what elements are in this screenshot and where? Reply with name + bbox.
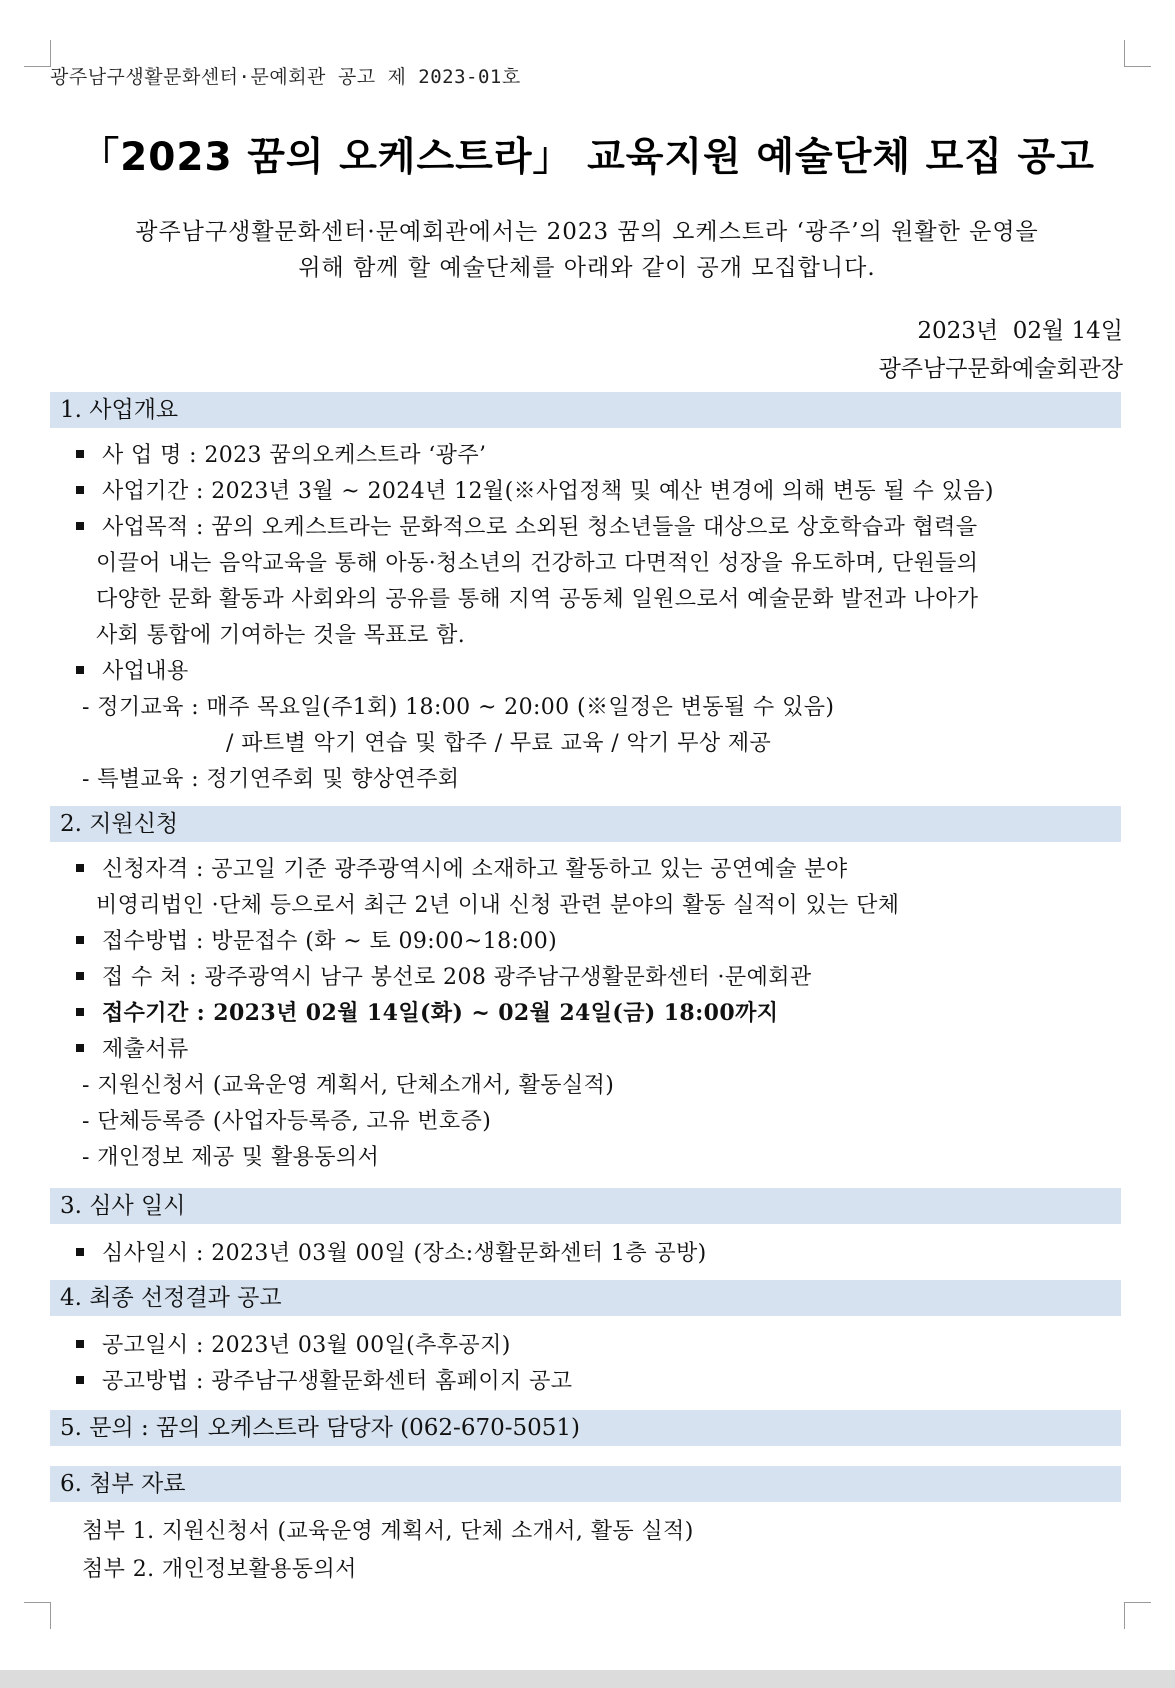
bullet-icon	[76, 936, 84, 944]
section-2-heading: 2. 지원신청	[50, 806, 1121, 842]
list-item: 심사일시 : 2023년 03월 00일 (장소:생활문화센터 1층 공방)	[76, 1236, 707, 1267]
intro-line-2: 위해 함께 할 예술단체를 아래와 같이 공개 모집합니다.	[298, 255, 876, 281]
purpose-continuation: 다양한 문화 활동과 사회와의 공유를 통해 지역 공동체 일원으로서 예술문화 발전과 나아가	[96, 587, 979, 612]
purpose-continuation: 사회 통합에 기여하는 것을 목표로 함.	[96, 623, 466, 648]
intro-line-1: 광주남구생활문화센터·문예회관에서는 2023 꿈의 오케스트라 ‘광주’의 원활한 운영을	[135, 219, 1039, 245]
bullet-icon	[76, 1376, 84, 1384]
bullet-icon	[76, 486, 84, 494]
list-item: 사업내용	[76, 654, 189, 685]
sub-item: - 정기교육 : 매주 목요일(주1회) 18:00 ~ 20:00 (※일정은 변동될 수 있음)	[82, 695, 835, 720]
list-item: 접수기간 : 2023년 02월 14일(화) ~ 02월 24일(금) 18:00까지	[76, 996, 778, 1027]
attachment-item: 첨부 1. 지원신청서 (교육운영 계획서, 단체 소개서, 활동 실적)	[82, 1519, 694, 1544]
section-5-heading: 5. 문의 : 꿈의 오케스트라 담당자 (062-670-5051)	[50, 1410, 1121, 1446]
bullet-icon	[76, 864, 84, 872]
list-item: 제출서류	[76, 1032, 189, 1063]
bullet-icon	[76, 972, 84, 980]
sub-item: - 지원신청서 (교육운영 계획서, 단체소개서, 활동실적)	[82, 1073, 615, 1098]
viewer-bottom-bar	[0, 1670, 1175, 1688]
page-title: 「2023 꿈의 오케스트라」 교육지원 예술단체 모집 공고	[80, 135, 1095, 180]
list-item: 접 수 처 : 광주광역시 남구 봉선로 208 광주남구생활문화센터 ·문예회관	[76, 960, 812, 991]
bullet-icon	[76, 1340, 84, 1348]
bullet-icon	[76, 1248, 84, 1256]
list-item: 사업기간 : 2023년 3월 ~ 2024년 12월(※사업정책 및 예산 변경에 의해 변동 될 수 있음)	[76, 474, 994, 505]
issuer: 광주남구문화예술회관장	[878, 356, 1123, 382]
bullet-icon	[76, 1008, 84, 1016]
bullet-icon	[76, 1044, 84, 1052]
qualification-continuation: 비영리법인 ·단체 등으로서 최근 2년 이내 신청 관련 분야의 활동 실적이 있는 단체	[96, 893, 900, 918]
bullet-icon	[76, 450, 84, 458]
sub-item: - 단체등록증 (사업자등록증, 고유 번호증)	[82, 1109, 492, 1134]
notice-number: 광주남구생활문화센터·문예회관 공고 제 2023-01호	[50, 66, 521, 88]
crop-mark-bottom-left	[24, 1602, 51, 1629]
list-item: 공고방법 : 광주남구생활문화센터 홈페이지 공고	[76, 1364, 572, 1395]
section-4-heading: 4. 최종 선정결과 공고	[50, 1280, 1121, 1316]
list-item: 접수방법 : 방문접수 (화 ~ 토 09:00~18:00)	[76, 924, 557, 955]
date-signature	[879, 312, 1123, 388]
intro-paragraph	[50, 214, 1124, 286]
list-item: 사 업 명 : 2023 꿈의오케스트라 ‘광주’	[76, 438, 486, 469]
crop-mark-top-right	[1124, 40, 1151, 67]
notice-date: 2023년 02월 14일	[917, 318, 1123, 344]
bullet-icon	[76, 522, 84, 530]
list-item: 사업목적 : 꿈의 오케스트라는 문화적으로 소외된 청소년들을 대상으로 상호학습과 협력을	[76, 510, 977, 541]
section-3-heading: 3. 심사 일시	[50, 1188, 1121, 1224]
crop-mark-bottom-right	[1124, 1602, 1151, 1629]
attachment-item: 첨부 2. 개인정보활용동의서	[82, 1557, 357, 1582]
bullet-icon	[76, 666, 84, 674]
sub-item: - 특별교육 : 정기연주회 및 향상연주회	[82, 767, 460, 792]
sub-item: - 개인정보 제공 및 활용동의서	[82, 1145, 380, 1170]
list-item: 신청자격 : 공고일 기준 광주광역시에 소재하고 활동하고 있는 공연예술 분야	[76, 852, 848, 883]
crop-mark-top-left	[24, 40, 51, 67]
section-6-heading: 6. 첨부 자료	[50, 1466, 1121, 1502]
sub-item-continuation: / 파트별 악기 연습 및 합주 / 무료 교육 / 악기 무상 제공	[226, 731, 772, 756]
section-1-heading: 1. 사업개요	[50, 392, 1121, 428]
list-item: 공고일시 : 2023년 03월 00일(추후공지)	[76, 1328, 511, 1359]
purpose-continuation: 이끌어 내는 음악교육을 통해 아동·청소년의 건강하고 다면적인 성장을 유도하며, 단원들의	[96, 551, 979, 576]
